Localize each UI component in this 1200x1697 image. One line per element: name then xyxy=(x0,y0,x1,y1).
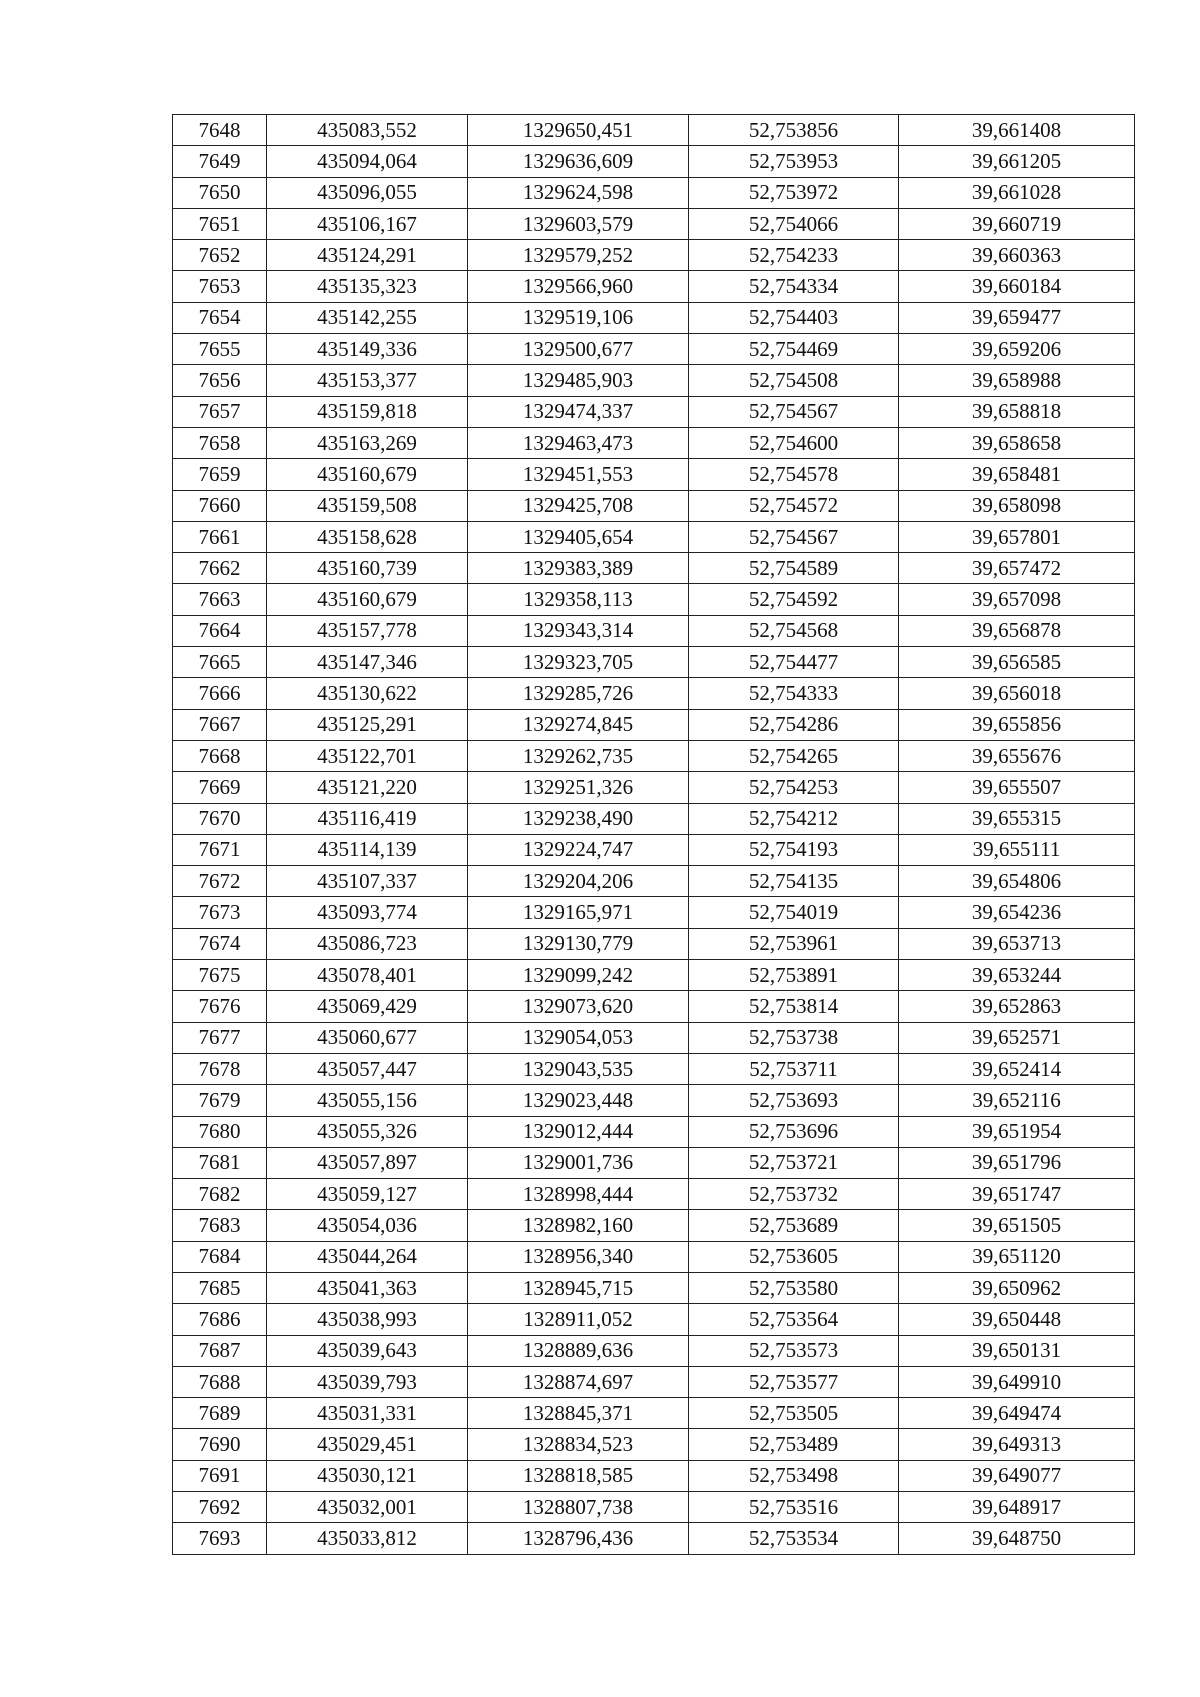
x-coordinate-cell: 435135,323 xyxy=(267,271,468,302)
point-number-cell: 7655 xyxy=(173,334,267,365)
y-coordinate-cell: 1329204,206 xyxy=(468,866,689,897)
coordinate-table-body xyxy=(173,115,1135,1555)
x-coordinate-cell: 435124,291 xyxy=(267,240,468,271)
table-row xyxy=(173,146,1135,177)
longitude-cell: 39,651747 xyxy=(899,1179,1135,1210)
point-number-cell: 7659 xyxy=(173,459,267,490)
latitude-cell: 52,754600 xyxy=(689,427,899,458)
latitude-cell: 52,754568 xyxy=(689,615,899,646)
y-coordinate-cell: 1329099,242 xyxy=(468,960,689,991)
point-number-cell: 7650 xyxy=(173,177,267,208)
x-coordinate-cell: 435033,812 xyxy=(267,1523,468,1554)
x-coordinate-cell: 435122,701 xyxy=(267,740,468,771)
x-coordinate-cell: 435160,679 xyxy=(267,584,468,615)
point-number-cell: 7691 xyxy=(173,1460,267,1491)
x-coordinate-cell: 435114,139 xyxy=(267,834,468,865)
longitude-cell: 39,650131 xyxy=(899,1335,1135,1366)
point-number-cell: 7662 xyxy=(173,553,267,584)
x-coordinate-cell: 435031,331 xyxy=(267,1398,468,1429)
longitude-cell: 39,657472 xyxy=(899,553,1135,584)
x-coordinate-cell: 435039,643 xyxy=(267,1335,468,1366)
latitude-cell: 52,753891 xyxy=(689,960,899,991)
longitude-cell: 39,652571 xyxy=(899,1022,1135,1053)
y-coordinate-cell: 1329485,903 xyxy=(468,365,689,396)
longitude-cell: 39,654236 xyxy=(899,897,1135,928)
longitude-cell: 39,656878 xyxy=(899,615,1135,646)
y-coordinate-cell: 1328998,444 xyxy=(468,1179,689,1210)
latitude-cell: 52,753711 xyxy=(689,1053,899,1084)
longitude-cell: 39,648750 xyxy=(899,1523,1135,1554)
y-coordinate-cell: 1329023,448 xyxy=(468,1085,689,1116)
latitude-cell: 52,753564 xyxy=(689,1304,899,1335)
longitude-cell: 39,659206 xyxy=(899,334,1135,365)
y-coordinate-cell: 1328956,340 xyxy=(468,1241,689,1272)
y-coordinate-cell: 1329579,252 xyxy=(468,240,689,271)
longitude-cell: 39,649474 xyxy=(899,1398,1135,1429)
longitude-cell: 39,650962 xyxy=(899,1272,1135,1303)
table-row xyxy=(173,584,1135,615)
table-row xyxy=(173,1022,1135,1053)
table-row xyxy=(173,991,1135,1022)
y-coordinate-cell: 1329425,708 xyxy=(468,490,689,521)
y-coordinate-cell: 1328945,715 xyxy=(468,1272,689,1303)
longitude-cell: 39,655507 xyxy=(899,772,1135,803)
latitude-cell: 52,754403 xyxy=(689,302,899,333)
table-row xyxy=(173,740,1135,771)
latitude-cell: 52,753693 xyxy=(689,1085,899,1116)
latitude-cell: 52,754066 xyxy=(689,208,899,239)
point-number-cell: 7676 xyxy=(173,991,267,1022)
longitude-cell: 39,657801 xyxy=(899,521,1135,552)
x-coordinate-cell: 435116,419 xyxy=(267,803,468,834)
longitude-cell: 39,658818 xyxy=(899,396,1135,427)
latitude-cell: 52,754135 xyxy=(689,866,899,897)
y-coordinate-cell: 1329566,960 xyxy=(468,271,689,302)
x-coordinate-cell: 435057,897 xyxy=(267,1147,468,1178)
point-number-cell: 7688 xyxy=(173,1366,267,1397)
point-number-cell: 7670 xyxy=(173,803,267,834)
table-row xyxy=(173,302,1135,333)
y-coordinate-cell: 1329650,451 xyxy=(468,115,689,146)
table-row xyxy=(173,1210,1135,1241)
latitude-cell: 52,754334 xyxy=(689,271,899,302)
table-row xyxy=(173,427,1135,458)
x-coordinate-cell: 435094,064 xyxy=(267,146,468,177)
table-row xyxy=(173,1492,1135,1523)
table-row xyxy=(173,960,1135,991)
point-number-cell: 7666 xyxy=(173,678,267,709)
table-row xyxy=(173,334,1135,365)
x-coordinate-cell: 435153,377 xyxy=(267,365,468,396)
latitude-cell: 52,754286 xyxy=(689,709,899,740)
y-coordinate-cell: 1329323,705 xyxy=(468,647,689,678)
y-coordinate-cell: 1329624,598 xyxy=(468,177,689,208)
latitude-cell: 52,754578 xyxy=(689,459,899,490)
point-number-cell: 7674 xyxy=(173,928,267,959)
latitude-cell: 52,753953 xyxy=(689,146,899,177)
y-coordinate-cell: 1328845,371 xyxy=(468,1398,689,1429)
longitude-cell: 39,651505 xyxy=(899,1210,1135,1241)
longitude-cell: 39,648917 xyxy=(899,1492,1135,1523)
x-coordinate-cell: 435044,264 xyxy=(267,1241,468,1272)
y-coordinate-cell: 1329500,677 xyxy=(468,334,689,365)
y-coordinate-cell: 1329603,579 xyxy=(468,208,689,239)
point-number-cell: 7675 xyxy=(173,960,267,991)
table-row xyxy=(173,1398,1135,1429)
x-coordinate-cell: 435160,679 xyxy=(267,459,468,490)
y-coordinate-cell: 1329262,735 xyxy=(468,740,689,771)
latitude-cell: 52,753814 xyxy=(689,991,899,1022)
table-row xyxy=(173,396,1135,427)
table-row xyxy=(173,1335,1135,1366)
longitude-cell: 39,661408 xyxy=(899,115,1135,146)
latitude-cell: 52,753972 xyxy=(689,177,899,208)
latitude-cell: 52,753573 xyxy=(689,1335,899,1366)
y-coordinate-cell: 1328874,697 xyxy=(468,1366,689,1397)
point-number-cell: 7692 xyxy=(173,1492,267,1523)
point-number-cell: 7658 xyxy=(173,427,267,458)
table-row xyxy=(173,1241,1135,1272)
y-coordinate-cell: 1329285,726 xyxy=(468,678,689,709)
x-coordinate-cell: 435055,156 xyxy=(267,1085,468,1116)
longitude-cell: 39,649313 xyxy=(899,1429,1135,1460)
point-number-cell: 7689 xyxy=(173,1398,267,1429)
x-coordinate-cell: 435159,818 xyxy=(267,396,468,427)
longitude-cell: 39,652863 xyxy=(899,991,1135,1022)
longitude-cell: 39,656585 xyxy=(899,647,1135,678)
table-row xyxy=(173,866,1135,897)
point-number-cell: 7683 xyxy=(173,1210,267,1241)
longitude-cell: 39,651120 xyxy=(899,1241,1135,1272)
latitude-cell: 52,753498 xyxy=(689,1460,899,1491)
longitude-cell: 39,660719 xyxy=(899,208,1135,239)
longitude-cell: 39,660184 xyxy=(899,271,1135,302)
longitude-cell: 39,655856 xyxy=(899,709,1135,740)
latitude-cell: 52,754265 xyxy=(689,740,899,771)
x-coordinate-cell: 435038,993 xyxy=(267,1304,468,1335)
x-coordinate-cell: 435078,401 xyxy=(267,960,468,991)
point-number-cell: 7651 xyxy=(173,208,267,239)
y-coordinate-cell: 1329165,971 xyxy=(468,897,689,928)
table-row xyxy=(173,553,1135,584)
longitude-cell: 39,652414 xyxy=(899,1053,1135,1084)
x-coordinate-cell: 435130,622 xyxy=(267,678,468,709)
latitude-cell: 52,753961 xyxy=(689,928,899,959)
latitude-cell: 52,754567 xyxy=(689,396,899,427)
y-coordinate-cell: 1328982,160 xyxy=(468,1210,689,1241)
table-row xyxy=(173,1429,1135,1460)
table-row xyxy=(173,772,1135,803)
longitude-cell: 39,661028 xyxy=(899,177,1135,208)
x-coordinate-cell: 435163,269 xyxy=(267,427,468,458)
x-coordinate-cell: 435055,326 xyxy=(267,1116,468,1147)
x-coordinate-cell: 435041,363 xyxy=(267,1272,468,1303)
x-coordinate-cell: 435160,739 xyxy=(267,553,468,584)
x-coordinate-cell: 435107,337 xyxy=(267,866,468,897)
longitude-cell: 39,650448 xyxy=(899,1304,1135,1335)
point-number-cell: 7668 xyxy=(173,740,267,771)
table-row xyxy=(173,647,1135,678)
latitude-cell: 52,754477 xyxy=(689,647,899,678)
point-number-cell: 7667 xyxy=(173,709,267,740)
y-coordinate-cell: 1328818,585 xyxy=(468,1460,689,1491)
latitude-cell: 52,753721 xyxy=(689,1147,899,1178)
table-row xyxy=(173,1523,1135,1554)
longitude-cell: 39,658481 xyxy=(899,459,1135,490)
point-number-cell: 7656 xyxy=(173,365,267,396)
y-coordinate-cell: 1329130,779 xyxy=(468,928,689,959)
point-number-cell: 7663 xyxy=(173,584,267,615)
x-coordinate-cell: 435032,001 xyxy=(267,1492,468,1523)
longitude-cell: 39,658098 xyxy=(899,490,1135,521)
table-row xyxy=(173,177,1135,208)
latitude-cell: 52,753605 xyxy=(689,1241,899,1272)
table-row xyxy=(173,115,1135,146)
point-number-cell: 7664 xyxy=(173,615,267,646)
table-row xyxy=(173,709,1135,740)
x-coordinate-cell: 435057,447 xyxy=(267,1053,468,1084)
point-number-cell: 7685 xyxy=(173,1272,267,1303)
table-row xyxy=(173,803,1135,834)
table-row xyxy=(173,490,1135,521)
x-coordinate-cell: 435060,677 xyxy=(267,1022,468,1053)
longitude-cell: 39,653713 xyxy=(899,928,1135,959)
table-row xyxy=(173,1304,1135,1335)
table-row xyxy=(173,521,1135,552)
table-row xyxy=(173,1147,1135,1178)
point-number-cell: 7677 xyxy=(173,1022,267,1053)
longitude-cell: 39,660363 xyxy=(899,240,1135,271)
point-number-cell: 7648 xyxy=(173,115,267,146)
table-row xyxy=(173,834,1135,865)
point-number-cell: 7678 xyxy=(173,1053,267,1084)
longitude-cell: 39,653244 xyxy=(899,960,1135,991)
longitude-cell: 39,658658 xyxy=(899,427,1135,458)
longitude-cell: 39,658988 xyxy=(899,365,1135,396)
latitude-cell: 52,753516 xyxy=(689,1492,899,1523)
point-number-cell: 7671 xyxy=(173,834,267,865)
y-coordinate-cell: 1328834,523 xyxy=(468,1429,689,1460)
y-coordinate-cell: 1328807,738 xyxy=(468,1492,689,1523)
table-row xyxy=(173,459,1135,490)
y-coordinate-cell: 1329463,473 xyxy=(468,427,689,458)
x-coordinate-cell: 435157,778 xyxy=(267,615,468,646)
x-coordinate-cell: 435039,793 xyxy=(267,1366,468,1397)
x-coordinate-cell: 435106,167 xyxy=(267,208,468,239)
latitude-cell: 52,753732 xyxy=(689,1179,899,1210)
latitude-cell: 52,753489 xyxy=(689,1429,899,1460)
latitude-cell: 52,754589 xyxy=(689,553,899,584)
point-number-cell: 7687 xyxy=(173,1335,267,1366)
table-row xyxy=(173,1272,1135,1303)
y-coordinate-cell: 1329001,736 xyxy=(468,1147,689,1178)
table-row xyxy=(173,1460,1135,1491)
x-coordinate-cell: 435147,346 xyxy=(267,647,468,678)
y-coordinate-cell: 1329012,444 xyxy=(468,1116,689,1147)
y-coordinate-cell: 1329383,389 xyxy=(468,553,689,584)
point-number-cell: 7673 xyxy=(173,897,267,928)
x-coordinate-cell: 435054,036 xyxy=(267,1210,468,1241)
longitude-cell: 39,654806 xyxy=(899,866,1135,897)
table-row xyxy=(173,615,1135,646)
y-coordinate-cell: 1329405,654 xyxy=(468,521,689,552)
point-number-cell: 7684 xyxy=(173,1241,267,1272)
longitude-cell: 39,661205 xyxy=(899,146,1135,177)
x-coordinate-cell: 435030,121 xyxy=(267,1460,468,1491)
latitude-cell: 52,754019 xyxy=(689,897,899,928)
latitude-cell: 52,754508 xyxy=(689,365,899,396)
y-coordinate-cell: 1328796,436 xyxy=(468,1523,689,1554)
longitude-cell: 39,655315 xyxy=(899,803,1135,834)
y-coordinate-cell: 1329358,113 xyxy=(468,584,689,615)
table-row xyxy=(173,1116,1135,1147)
latitude-cell: 52,754567 xyxy=(689,521,899,552)
x-coordinate-cell: 435086,723 xyxy=(267,928,468,959)
point-number-cell: 7686 xyxy=(173,1304,267,1335)
latitude-cell: 52,754572 xyxy=(689,490,899,521)
table-row xyxy=(173,1053,1135,1084)
latitude-cell: 52,754193 xyxy=(689,834,899,865)
point-number-cell: 7690 xyxy=(173,1429,267,1460)
point-number-cell: 7693 xyxy=(173,1523,267,1554)
y-coordinate-cell: 1329519,106 xyxy=(468,302,689,333)
point-number-cell: 7661 xyxy=(173,521,267,552)
table-row xyxy=(173,240,1135,271)
point-number-cell: 7682 xyxy=(173,1179,267,1210)
longitude-cell: 39,655676 xyxy=(899,740,1135,771)
x-coordinate-cell: 435083,552 xyxy=(267,115,468,146)
point-number-cell: 7680 xyxy=(173,1116,267,1147)
latitude-cell: 52,753689 xyxy=(689,1210,899,1241)
latitude-cell: 52,753696 xyxy=(689,1116,899,1147)
x-coordinate-cell: 435029,451 xyxy=(267,1429,468,1460)
table-row xyxy=(173,928,1135,959)
latitude-cell: 52,754253 xyxy=(689,772,899,803)
coordinate-table xyxy=(172,114,1135,1555)
y-coordinate-cell: 1328911,052 xyxy=(468,1304,689,1335)
latitude-cell: 52,753856 xyxy=(689,115,899,146)
longitude-cell: 39,649910 xyxy=(899,1366,1135,1397)
x-coordinate-cell: 435069,429 xyxy=(267,991,468,1022)
table-row xyxy=(173,897,1135,928)
table-row xyxy=(173,208,1135,239)
longitude-cell: 39,659477 xyxy=(899,302,1135,333)
longitude-cell: 39,655111 xyxy=(899,834,1135,865)
point-number-cell: 7672 xyxy=(173,866,267,897)
x-coordinate-cell: 435159,508 xyxy=(267,490,468,521)
y-coordinate-cell: 1329043,535 xyxy=(468,1053,689,1084)
point-number-cell: 7653 xyxy=(173,271,267,302)
table-row xyxy=(173,1179,1135,1210)
y-coordinate-cell: 1329238,490 xyxy=(468,803,689,834)
x-coordinate-cell: 435059,127 xyxy=(267,1179,468,1210)
y-coordinate-cell: 1329343,314 xyxy=(468,615,689,646)
x-coordinate-cell: 435125,291 xyxy=(267,709,468,740)
longitude-cell: 39,657098 xyxy=(899,584,1135,615)
longitude-cell: 39,651796 xyxy=(899,1147,1135,1178)
y-coordinate-cell: 1329274,845 xyxy=(468,709,689,740)
x-coordinate-cell: 435121,220 xyxy=(267,772,468,803)
latitude-cell: 52,754212 xyxy=(689,803,899,834)
point-number-cell: 7681 xyxy=(173,1147,267,1178)
x-coordinate-cell: 435093,774 xyxy=(267,897,468,928)
point-number-cell: 7649 xyxy=(173,146,267,177)
y-coordinate-cell: 1329636,609 xyxy=(468,146,689,177)
x-coordinate-cell: 435096,055 xyxy=(267,177,468,208)
y-coordinate-cell: 1329073,620 xyxy=(468,991,689,1022)
latitude-cell: 52,754592 xyxy=(689,584,899,615)
y-coordinate-cell: 1329251,326 xyxy=(468,772,689,803)
latitude-cell: 52,753580 xyxy=(689,1272,899,1303)
table-row xyxy=(173,271,1135,302)
table-row xyxy=(173,365,1135,396)
table-row xyxy=(173,678,1135,709)
longitude-cell: 39,651954 xyxy=(899,1116,1135,1147)
table-row xyxy=(173,1085,1135,1116)
longitude-cell: 39,649077 xyxy=(899,1460,1135,1491)
point-number-cell: 7679 xyxy=(173,1085,267,1116)
y-coordinate-cell: 1329224,747 xyxy=(468,834,689,865)
y-coordinate-cell: 1329451,553 xyxy=(468,459,689,490)
point-number-cell: 7660 xyxy=(173,490,267,521)
y-coordinate-cell: 1329054,053 xyxy=(468,1022,689,1053)
y-coordinate-cell: 1328889,636 xyxy=(468,1335,689,1366)
point-number-cell: 7652 xyxy=(173,240,267,271)
latitude-cell: 52,754333 xyxy=(689,678,899,709)
table-row xyxy=(173,1366,1135,1397)
latitude-cell: 52,753577 xyxy=(689,1366,899,1397)
latitude-cell: 52,753505 xyxy=(689,1398,899,1429)
latitude-cell: 52,753534 xyxy=(689,1523,899,1554)
x-coordinate-cell: 435149,336 xyxy=(267,334,468,365)
latitude-cell: 52,754233 xyxy=(689,240,899,271)
y-coordinate-cell: 1329474,337 xyxy=(468,396,689,427)
longitude-cell: 39,656018 xyxy=(899,678,1135,709)
point-number-cell: 7665 xyxy=(173,647,267,678)
latitude-cell: 52,754469 xyxy=(689,334,899,365)
longitude-cell: 39,652116 xyxy=(899,1085,1135,1116)
point-number-cell: 7669 xyxy=(173,772,267,803)
point-number-cell: 7657 xyxy=(173,396,267,427)
x-coordinate-cell: 435158,628 xyxy=(267,521,468,552)
latitude-cell: 52,753738 xyxy=(689,1022,899,1053)
point-number-cell: 7654 xyxy=(173,302,267,333)
x-coordinate-cell: 435142,255 xyxy=(267,302,468,333)
